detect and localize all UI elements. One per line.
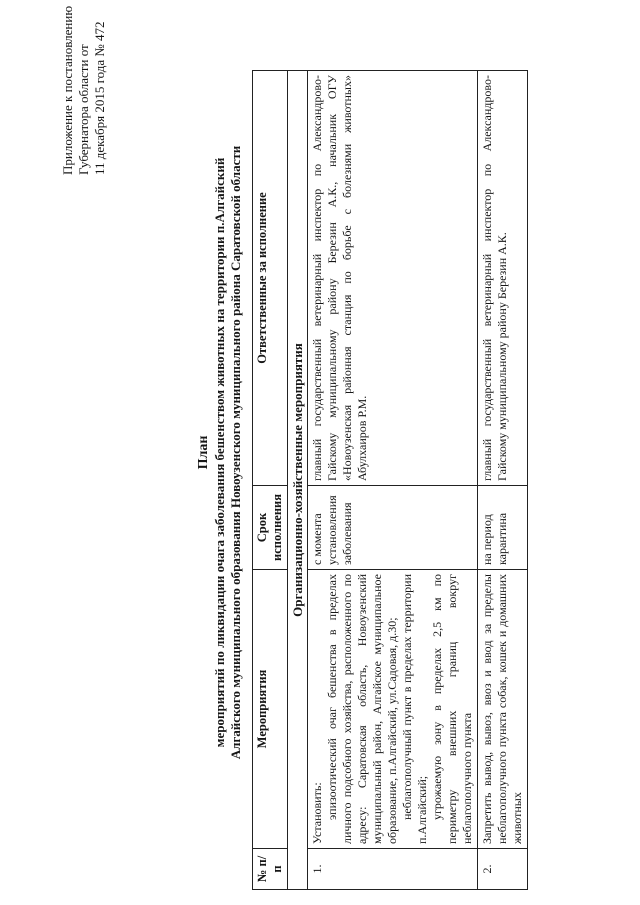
appendix-header [60, 5, 108, 175]
row-actions [308, 570, 478, 849]
row-term: с момента установления заболевания [308, 486, 478, 570]
row-number: 1. [308, 849, 478, 890]
header-responsible: Ответственные за исполнение [253, 71, 288, 486]
action-paragraph: неблагополучный пункт в пределах территории п.Алгайский; [400, 574, 429, 844]
row-responsible: главный государственный ветеринарный инспектор по Александрово-Гайскому муниципальному району Березин А.К., начальник ОГУ «Новоузенская районная станция по борьбе с болезнями животных» Абулхаиров Р.М. [308, 71, 478, 486]
header-actions: Мероприятия [253, 570, 288, 849]
section-row [288, 71, 308, 890]
action-paragraph: угрожаемую зону в пределах 2,5 км по периметру внешних границ вокруг неблагополучного пункта [430, 574, 474, 844]
title-line-2: мероприятий по ликвидации очага заболевания бешенством животных на территории п.Алгайский [212, 157, 227, 748]
document-title [196, 0, 244, 905]
table-row [478, 71, 528, 890]
title-line-3: Алгайского муниципального образования Новоузенского муниципального района Саратовской области [228, 145, 243, 760]
plan-table [252, 70, 528, 890]
header-term: Срок исполнения [253, 486, 288, 570]
row-responsible: главный государственный ветеринарный инспектор по Александрово-Гайскому муниципальному району Березин А.К. [478, 71, 528, 486]
action-paragraph: Запретить вывод, вывоз, ввоз и ввод за пределы неблагополучного пункта собак, кошек и домашних животных [480, 574, 524, 844]
header-num: № п/п [253, 849, 288, 890]
action-intro: Установить: [310, 782, 324, 844]
row-actions [478, 570, 528, 849]
table-row [308, 71, 478, 890]
table-header-row [253, 71, 288, 890]
action-paragraph: эпизоотический очаг бешенства в пределах личного подсобного хозяйства, расположенного по адресу: Саратовская область, Новоузенский муниципальный район, Алгайское муниципальное образование, п.Алгайский, ул.Садовая, д.30; [325, 574, 399, 844]
appendix-line-3: 11 декабря 2015 года № 472 [92, 21, 107, 175]
appendix-line-2: Губернатора области от [76, 44, 91, 175]
section-title: Организационно-хозяйственные мероприятия [288, 71, 308, 890]
row-number: 2. [478, 849, 528, 890]
row-term: на период карантина [478, 486, 528, 570]
title-line-1: План [196, 435, 211, 470]
appendix-line-1: Приложение к постановлению [60, 5, 75, 175]
